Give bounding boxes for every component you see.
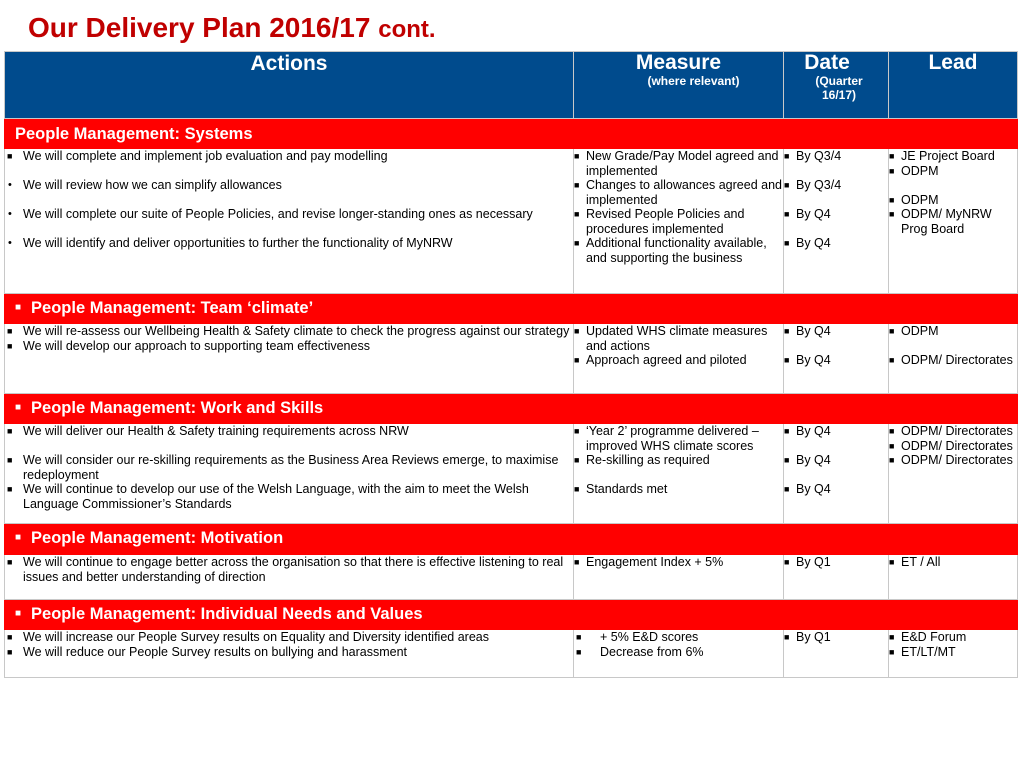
list-item: ■ By Q4 xyxy=(784,236,831,250)
measure-cell xyxy=(574,555,784,600)
section-row-team-climate xyxy=(5,294,1018,324)
table-row xyxy=(5,630,1018,678)
list-item: ■ By Q4 xyxy=(784,453,831,467)
bullet-square-icon: ■ xyxy=(574,238,580,248)
list-item: ■ ODPM xyxy=(889,192,939,207)
list-item: ■ We will increase our People Survey results on Equality and Diversity identified areas xyxy=(7,630,489,644)
list-item: ■ + 5% E&D scores xyxy=(576,630,699,644)
header-lead-title: Lead xyxy=(928,51,978,74)
bullet-square-icon: ■ xyxy=(574,426,580,436)
list-item: ■ ODPM/ Directorates xyxy=(889,453,1013,467)
list-item: ■ Changes to allowances agreed and implemented xyxy=(574,178,782,207)
actions-cell xyxy=(5,424,574,524)
bullet-square-icon: ■ xyxy=(574,180,580,190)
bullet-square-icon: ■ xyxy=(889,646,895,657)
table-row xyxy=(5,424,1018,524)
bullet-square-icon: ■ xyxy=(15,302,22,313)
list-item: ■ By Q4 xyxy=(784,482,831,496)
actions-cell xyxy=(5,324,574,394)
bullet-dot-icon: • xyxy=(8,237,12,249)
list-item: • We will complete our suite of People Policies, and revise longer-standing ones as necessary xyxy=(8,207,533,221)
bullet-square-icon: ■ xyxy=(574,326,580,336)
list-item: ■ Decrease from 6% xyxy=(576,644,704,659)
page-title xyxy=(28,12,436,44)
bullet-square-icon: ■ xyxy=(889,165,895,176)
bullet-square-icon: ■ xyxy=(576,646,582,657)
section-row-motivation xyxy=(5,524,1018,555)
bullet-dot-icon: • xyxy=(8,208,12,220)
header-row xyxy=(5,52,1018,119)
header-date-title: Date xyxy=(804,51,850,74)
lead-cell xyxy=(889,424,1018,524)
delivery-plan-table xyxy=(4,51,1018,678)
header-actions: Actions xyxy=(5,52,574,119)
table-row xyxy=(5,555,1018,600)
lead-cell xyxy=(889,149,1018,294)
list-item: ■ ODPM/ Directorates xyxy=(889,424,1013,438)
list-item: ■ Additional functionality available, and supporting the business xyxy=(574,236,767,265)
list-item: ■ JE Project Board xyxy=(889,149,995,163)
bullet-square-icon: ■ xyxy=(889,426,895,436)
list-item: ■ By Q1 xyxy=(784,555,831,569)
bullet-square-icon: ■ xyxy=(784,238,790,248)
bullet-square-icon: ■ xyxy=(784,632,790,642)
section-title: People Management: Systems xyxy=(5,119,1018,149)
list-item: ■ ET/LT/MT xyxy=(889,644,956,659)
bullet-square-icon: ■ xyxy=(889,151,895,161)
measure-cell xyxy=(574,149,784,294)
header-measure-title: Measure xyxy=(635,51,722,74)
table-row xyxy=(5,324,1018,394)
bullet-square-icon: ■ xyxy=(889,440,895,451)
list-item: ■ By Q4 xyxy=(784,324,831,338)
bullet-square-icon: ■ xyxy=(15,402,22,413)
list-item: ■ By Q1 xyxy=(784,630,831,644)
bullet-square-icon: ■ xyxy=(7,646,13,657)
list-item: ■ New Grade/Pay Model agreed and implemented xyxy=(574,149,779,178)
table-row xyxy=(5,149,1018,294)
actions-cell xyxy=(5,555,574,600)
list-item: ■ By Q4 xyxy=(784,207,831,221)
list-item: ■ We will reduce our People Survey results on bullying and harassment xyxy=(7,644,407,659)
list-item: ■ By Q4 xyxy=(784,353,831,367)
header-date xyxy=(784,52,889,119)
list-item: ■ Revised People Policies and procedures implemented xyxy=(574,207,745,236)
bullet-square-icon: ■ xyxy=(889,355,895,365)
bullet-square-icon: ■ xyxy=(889,557,895,567)
lead-cell xyxy=(889,555,1018,600)
header-lead xyxy=(889,52,1018,119)
title-main: Our Delivery Plan 2016/17 xyxy=(28,12,371,43)
measure-cell xyxy=(574,630,784,678)
list-item: ■ E&D Forum xyxy=(889,630,967,644)
list-item: ■ ODPM/ Directorates xyxy=(889,353,1013,367)
list-item: • We will review how we can simplify allowances xyxy=(8,178,282,192)
bullet-square-icon: ■ xyxy=(784,455,790,465)
list-item: ■ ODPM xyxy=(889,324,939,338)
bullet-square-icon: ■ xyxy=(784,326,790,336)
header-measure-sub: (where relevant) xyxy=(647,74,740,88)
bullet-square-icon: ■ xyxy=(784,484,790,494)
measure-cell xyxy=(574,324,784,394)
bullet-square-icon: ■ xyxy=(574,484,580,494)
bullet-square-icon: ■ xyxy=(784,151,790,161)
bullet-square-icon: ■ xyxy=(784,355,790,365)
bullet-square-icon: ■ xyxy=(7,632,13,642)
date-cell xyxy=(784,555,889,600)
list-item: ■ We will develop our approach to supporting team effectiveness xyxy=(7,338,370,353)
date-cell xyxy=(784,424,889,524)
bullet-square-icon: ■ xyxy=(889,632,895,642)
bullet-square-icon: ■ xyxy=(889,194,895,205)
actions-cell xyxy=(5,630,574,678)
actions-cell xyxy=(5,149,574,294)
header-measure xyxy=(574,52,784,119)
bullet-square-icon: ■ xyxy=(15,532,22,543)
section-title: ■ People Management: Team ‘climate’ xyxy=(5,294,1018,324)
date-cell xyxy=(784,630,889,678)
list-item: ■ We will continue to develop our use of the Welsh Language, with the aim to meet the Welsh Language Commissioner’s Standards xyxy=(7,482,529,511)
bullet-square-icon: ■ xyxy=(7,340,13,351)
section-title: ■ People Management: Individual Needs and Values xyxy=(5,600,1018,630)
bullet-square-icon: ■ xyxy=(784,180,790,190)
measure-cell xyxy=(574,424,784,524)
list-item: ■ Re-skilling as required xyxy=(574,453,710,467)
list-item: ■ We will consider our re-skilling requirements as the Business Area Reviews emerge, to maximise redeployment xyxy=(7,453,559,482)
list-item: ■ We will re-assess our Wellbeing Health & Safety climate to check the progress against our strategy xyxy=(7,324,570,338)
list-item: ■ ODPM xyxy=(889,163,939,178)
bullet-square-icon: ■ xyxy=(574,209,580,219)
list-item: ■ Engagement Index + 5% xyxy=(574,555,724,569)
list-item: ■ By Q4 xyxy=(784,424,831,438)
list-item: ■ ODPM/ Directorates xyxy=(889,438,1013,453)
bullet-square-icon: ■ xyxy=(889,326,895,336)
bullet-square-icon: ■ xyxy=(889,455,895,465)
section-title: ■ People Management: Motivation xyxy=(5,524,1018,555)
header-date-sub2: 16/17) xyxy=(821,88,857,102)
bullet-square-icon: ■ xyxy=(7,151,13,161)
bullet-square-icon: ■ xyxy=(7,455,13,465)
list-item: ■ Approach agreed and piloted xyxy=(574,353,747,367)
lead-cell xyxy=(889,630,1018,678)
bullet-square-icon: ■ xyxy=(574,151,580,161)
bullet-square-icon: ■ xyxy=(7,326,13,336)
header-date-sub1: (Quarter xyxy=(815,74,863,88)
bullet-square-icon: ■ xyxy=(7,557,13,567)
bullet-square-icon: ■ xyxy=(15,608,22,619)
section-title: ■ People Management: Work and Skills xyxy=(5,394,1018,424)
list-item: ■ Standards met xyxy=(574,482,668,496)
list-item: ■ ET / All xyxy=(889,555,941,569)
section-row-systems xyxy=(5,119,1018,149)
bullet-square-icon: ■ xyxy=(7,426,13,436)
title-suffix: cont. xyxy=(378,16,436,43)
section-row-work-skills xyxy=(5,394,1018,424)
bullet-square-icon: ■ xyxy=(576,632,582,642)
date-cell xyxy=(784,324,889,394)
list-item: ■ Updated WHS climate measures and actions xyxy=(574,324,768,353)
bullet-square-icon: ■ xyxy=(784,209,790,219)
list-item: ■ We will continue to engage better across the organisation so that there is effective listening to real issues and better understanding of direction xyxy=(7,555,564,584)
bullet-dot-icon: • xyxy=(8,179,12,191)
bullet-square-icon: ■ xyxy=(784,426,790,436)
list-item: • We will identify and deliver opportunities to further the functionality of MyNRW xyxy=(8,236,453,250)
bullet-square-icon: ■ xyxy=(784,557,790,567)
date-cell xyxy=(784,149,889,294)
list-item: ■ ODPM/ MyNRW Prog Board xyxy=(889,207,992,236)
bullet-square-icon: ■ xyxy=(574,557,580,567)
section-row-individual-needs xyxy=(5,600,1018,630)
bullet-square-icon: ■ xyxy=(7,484,13,494)
lead-cell xyxy=(889,324,1018,394)
list-item: ■ We will complete and implement job evaluation and pay modelling xyxy=(7,149,388,163)
list-item: ■ By Q3/4 xyxy=(784,178,842,192)
bullet-square-icon: ■ xyxy=(574,355,580,365)
bullet-square-icon: ■ xyxy=(574,455,580,465)
bullet-square-icon: ■ xyxy=(889,209,895,219)
list-item: ■ We will deliver our Health & Safety training requirements across NRW xyxy=(7,424,409,438)
list-item: ■ ‘Year 2’ programme delivered – improved WHS climate scores xyxy=(574,424,759,453)
list-item: ■ By Q3/4 xyxy=(784,149,842,163)
